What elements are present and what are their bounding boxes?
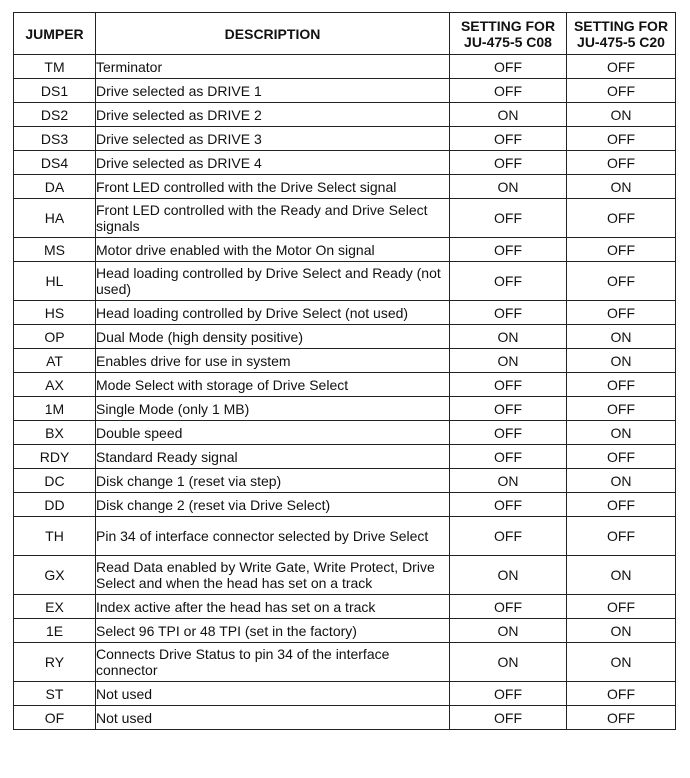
description-cell: Double speed <box>96 421 450 445</box>
table-row <box>14 682 676 706</box>
jumper-cell: HA <box>14 199 96 238</box>
description-cell: Mode Select with storage of Drive Select <box>96 373 450 397</box>
setting-c08-cell: OFF <box>450 79 567 103</box>
setting-c08-cell: OFF <box>450 706 567 730</box>
jumper-cell: HS <box>14 301 96 325</box>
header-setting-c20 <box>567 13 676 55</box>
table-row <box>14 238 676 262</box>
header-setting-c08 <box>450 13 567 55</box>
setting-c20-cell: OFF <box>567 127 676 151</box>
table-row <box>14 421 676 445</box>
description-cell: Index active after the head has set on a track <box>96 595 450 619</box>
setting-c08-cell: OFF <box>450 301 567 325</box>
setting-c08-cell: OFF <box>450 262 567 301</box>
jumper-cell: TH <box>14 517 96 556</box>
jumper-cell: DD <box>14 493 96 517</box>
description-cell: Dual Mode (high density positive) <box>96 325 450 349</box>
setting-c20-cell: OFF <box>567 706 676 730</box>
header-c08-line1: SETTING FOR <box>460 17 556 34</box>
setting-c08-cell: ON <box>450 349 567 373</box>
setting-c08-cell: OFF <box>450 373 567 397</box>
description-cell: Drive selected as DRIVE 3 <box>96 127 450 151</box>
setting-c20-cell: ON <box>567 556 676 595</box>
table-row <box>14 55 676 79</box>
table-row <box>14 493 676 517</box>
jumper-cell: DS2 <box>14 103 96 127</box>
jumper-cell: DC <box>14 469 96 493</box>
setting-c20-cell: OFF <box>567 517 676 556</box>
table-row <box>14 79 676 103</box>
setting-c08-cell: OFF <box>450 517 567 556</box>
jumper-cell: RDY <box>14 445 96 469</box>
setting-c20-cell: OFF <box>567 682 676 706</box>
setting-c08-cell: ON <box>450 556 567 595</box>
table-row <box>14 469 676 493</box>
setting-c20-cell: OFF <box>567 493 676 517</box>
setting-c08-cell: OFF <box>450 199 567 238</box>
table-row <box>14 643 676 682</box>
description-cell: Head loading controlled by Drive Select and Ready (not used) <box>96 262 450 301</box>
description-cell: Drive selected as DRIVE 2 <box>96 103 450 127</box>
jumper-cell: OF <box>14 706 96 730</box>
table-row <box>14 595 676 619</box>
table-row <box>14 262 676 301</box>
table-header-row <box>14 13 676 55</box>
setting-c08-cell: OFF <box>450 151 567 175</box>
setting-c08-cell: ON <box>450 469 567 493</box>
description-cell: Select 96 TPI or 48 TPI (set in the factory) <box>96 619 450 643</box>
table-row <box>14 325 676 349</box>
jumper-cell: AX <box>14 373 96 397</box>
description-cell: Read Data enabled by Write Gate, Write Protect, Drive Select and when the head has set on a track <box>96 556 450 595</box>
jumper-cell: TM <box>14 55 96 79</box>
setting-c08-cell: OFF <box>450 127 567 151</box>
header-c20-line1: SETTING FOR <box>573 17 669 34</box>
table-row <box>14 349 676 373</box>
jumper-cell: DA <box>14 175 96 199</box>
description-cell: Motor drive enabled with the Motor On signal <box>96 238 450 262</box>
setting-c20-cell: ON <box>567 421 676 445</box>
table-row <box>14 706 676 730</box>
setting-c08-cell: ON <box>450 175 567 199</box>
table-row <box>14 397 676 421</box>
jumper-cell: 1E <box>14 619 96 643</box>
header-c08-line2: JU-475-5 C08 <box>464 33 552 50</box>
setting-c08-cell: OFF <box>450 55 567 79</box>
setting-c20-cell: OFF <box>567 238 676 262</box>
setting-c20-cell: OFF <box>567 199 676 238</box>
table-row <box>14 199 676 238</box>
setting-c08-cell: ON <box>450 103 567 127</box>
setting-c08-cell: OFF <box>450 682 567 706</box>
description-cell: Not used <box>96 706 450 730</box>
description-cell: Disk change 1 (reset via step) <box>96 469 450 493</box>
jumper-cell: DS4 <box>14 151 96 175</box>
setting-c20-cell: ON <box>567 643 676 682</box>
table-row <box>14 556 676 595</box>
setting-c08-cell: OFF <box>450 421 567 445</box>
table-row <box>14 517 676 556</box>
setting-c20-cell: OFF <box>567 55 676 79</box>
setting-c20-cell: ON <box>567 325 676 349</box>
jumper-settings-table <box>13 12 676 730</box>
description-cell: Terminator <box>96 55 450 79</box>
setting-c08-cell: ON <box>450 325 567 349</box>
description-cell: Single Mode (only 1 MB) <box>96 397 450 421</box>
table-row <box>14 127 676 151</box>
jumper-cell: DS1 <box>14 79 96 103</box>
jumper-cell: HL <box>14 262 96 301</box>
setting-c20-cell: ON <box>567 103 676 127</box>
jumper-cell: BX <box>14 421 96 445</box>
setting-c08-cell: OFF <box>450 493 567 517</box>
setting-c08-cell: OFF <box>450 595 567 619</box>
table-row <box>14 301 676 325</box>
jumper-cell: GX <box>14 556 96 595</box>
description-cell: Drive selected as DRIVE 4 <box>96 151 450 175</box>
setting-c08-cell: OFF <box>450 238 567 262</box>
header-jumper: JUMPER <box>14 13 96 55</box>
description-cell: Head loading controlled by Drive Select (not used) <box>96 301 450 325</box>
setting-c08-cell: ON <box>450 643 567 682</box>
table-row <box>14 373 676 397</box>
setting-c08-cell: OFF <box>450 445 567 469</box>
jumper-cell: DS3 <box>14 127 96 151</box>
description-cell: Disk change 2 (reset via Drive Select) <box>96 493 450 517</box>
description-cell: Connects Drive Status to pin 34 of the interface connector <box>96 643 450 682</box>
setting-c20-cell: ON <box>567 175 676 199</box>
description-cell: Enables drive for use in system <box>96 349 450 373</box>
setting-c20-cell: ON <box>567 469 676 493</box>
table-row <box>14 175 676 199</box>
table-row <box>14 151 676 175</box>
setting-c20-cell: OFF <box>567 262 676 301</box>
jumper-cell: RY <box>14 643 96 682</box>
setting-c20-cell: OFF <box>567 373 676 397</box>
setting-c20-cell: OFF <box>567 79 676 103</box>
setting-c08-cell: ON <box>450 619 567 643</box>
table-row <box>14 445 676 469</box>
setting-c08-cell: OFF <box>450 397 567 421</box>
setting-c20-cell: OFF <box>567 397 676 421</box>
description-cell: Pin 34 of interface connector selected by Drive Select <box>96 517 450 556</box>
description-cell: Front LED controlled with the Drive Select signal <box>96 175 450 199</box>
table-row <box>14 103 676 127</box>
description-cell: Not used <box>96 682 450 706</box>
jumper-cell: 1M <box>14 397 96 421</box>
jumper-cell: AT <box>14 349 96 373</box>
jumper-settings-table-wrapper <box>13 12 676 730</box>
setting-c20-cell: ON <box>567 349 676 373</box>
jumper-cell: ST <box>14 682 96 706</box>
setting-c20-cell: OFF <box>567 301 676 325</box>
setting-c20-cell: ON <box>567 619 676 643</box>
jumper-cell: OP <box>14 325 96 349</box>
setting-c20-cell: OFF <box>567 445 676 469</box>
setting-c20-cell: OFF <box>567 595 676 619</box>
description-cell: Standard Ready signal <box>96 445 450 469</box>
table-row <box>14 619 676 643</box>
description-cell: Drive selected as DRIVE 1 <box>96 79 450 103</box>
header-description: DESCRIPTION <box>96 13 450 55</box>
header-c20-line2: JU-475-5 C20 <box>577 33 665 50</box>
jumper-cell: MS <box>14 238 96 262</box>
jumper-cell: EX <box>14 595 96 619</box>
description-cell: Front LED controlled with the Ready and Drive Select signals <box>96 199 450 238</box>
setting-c20-cell: OFF <box>567 151 676 175</box>
